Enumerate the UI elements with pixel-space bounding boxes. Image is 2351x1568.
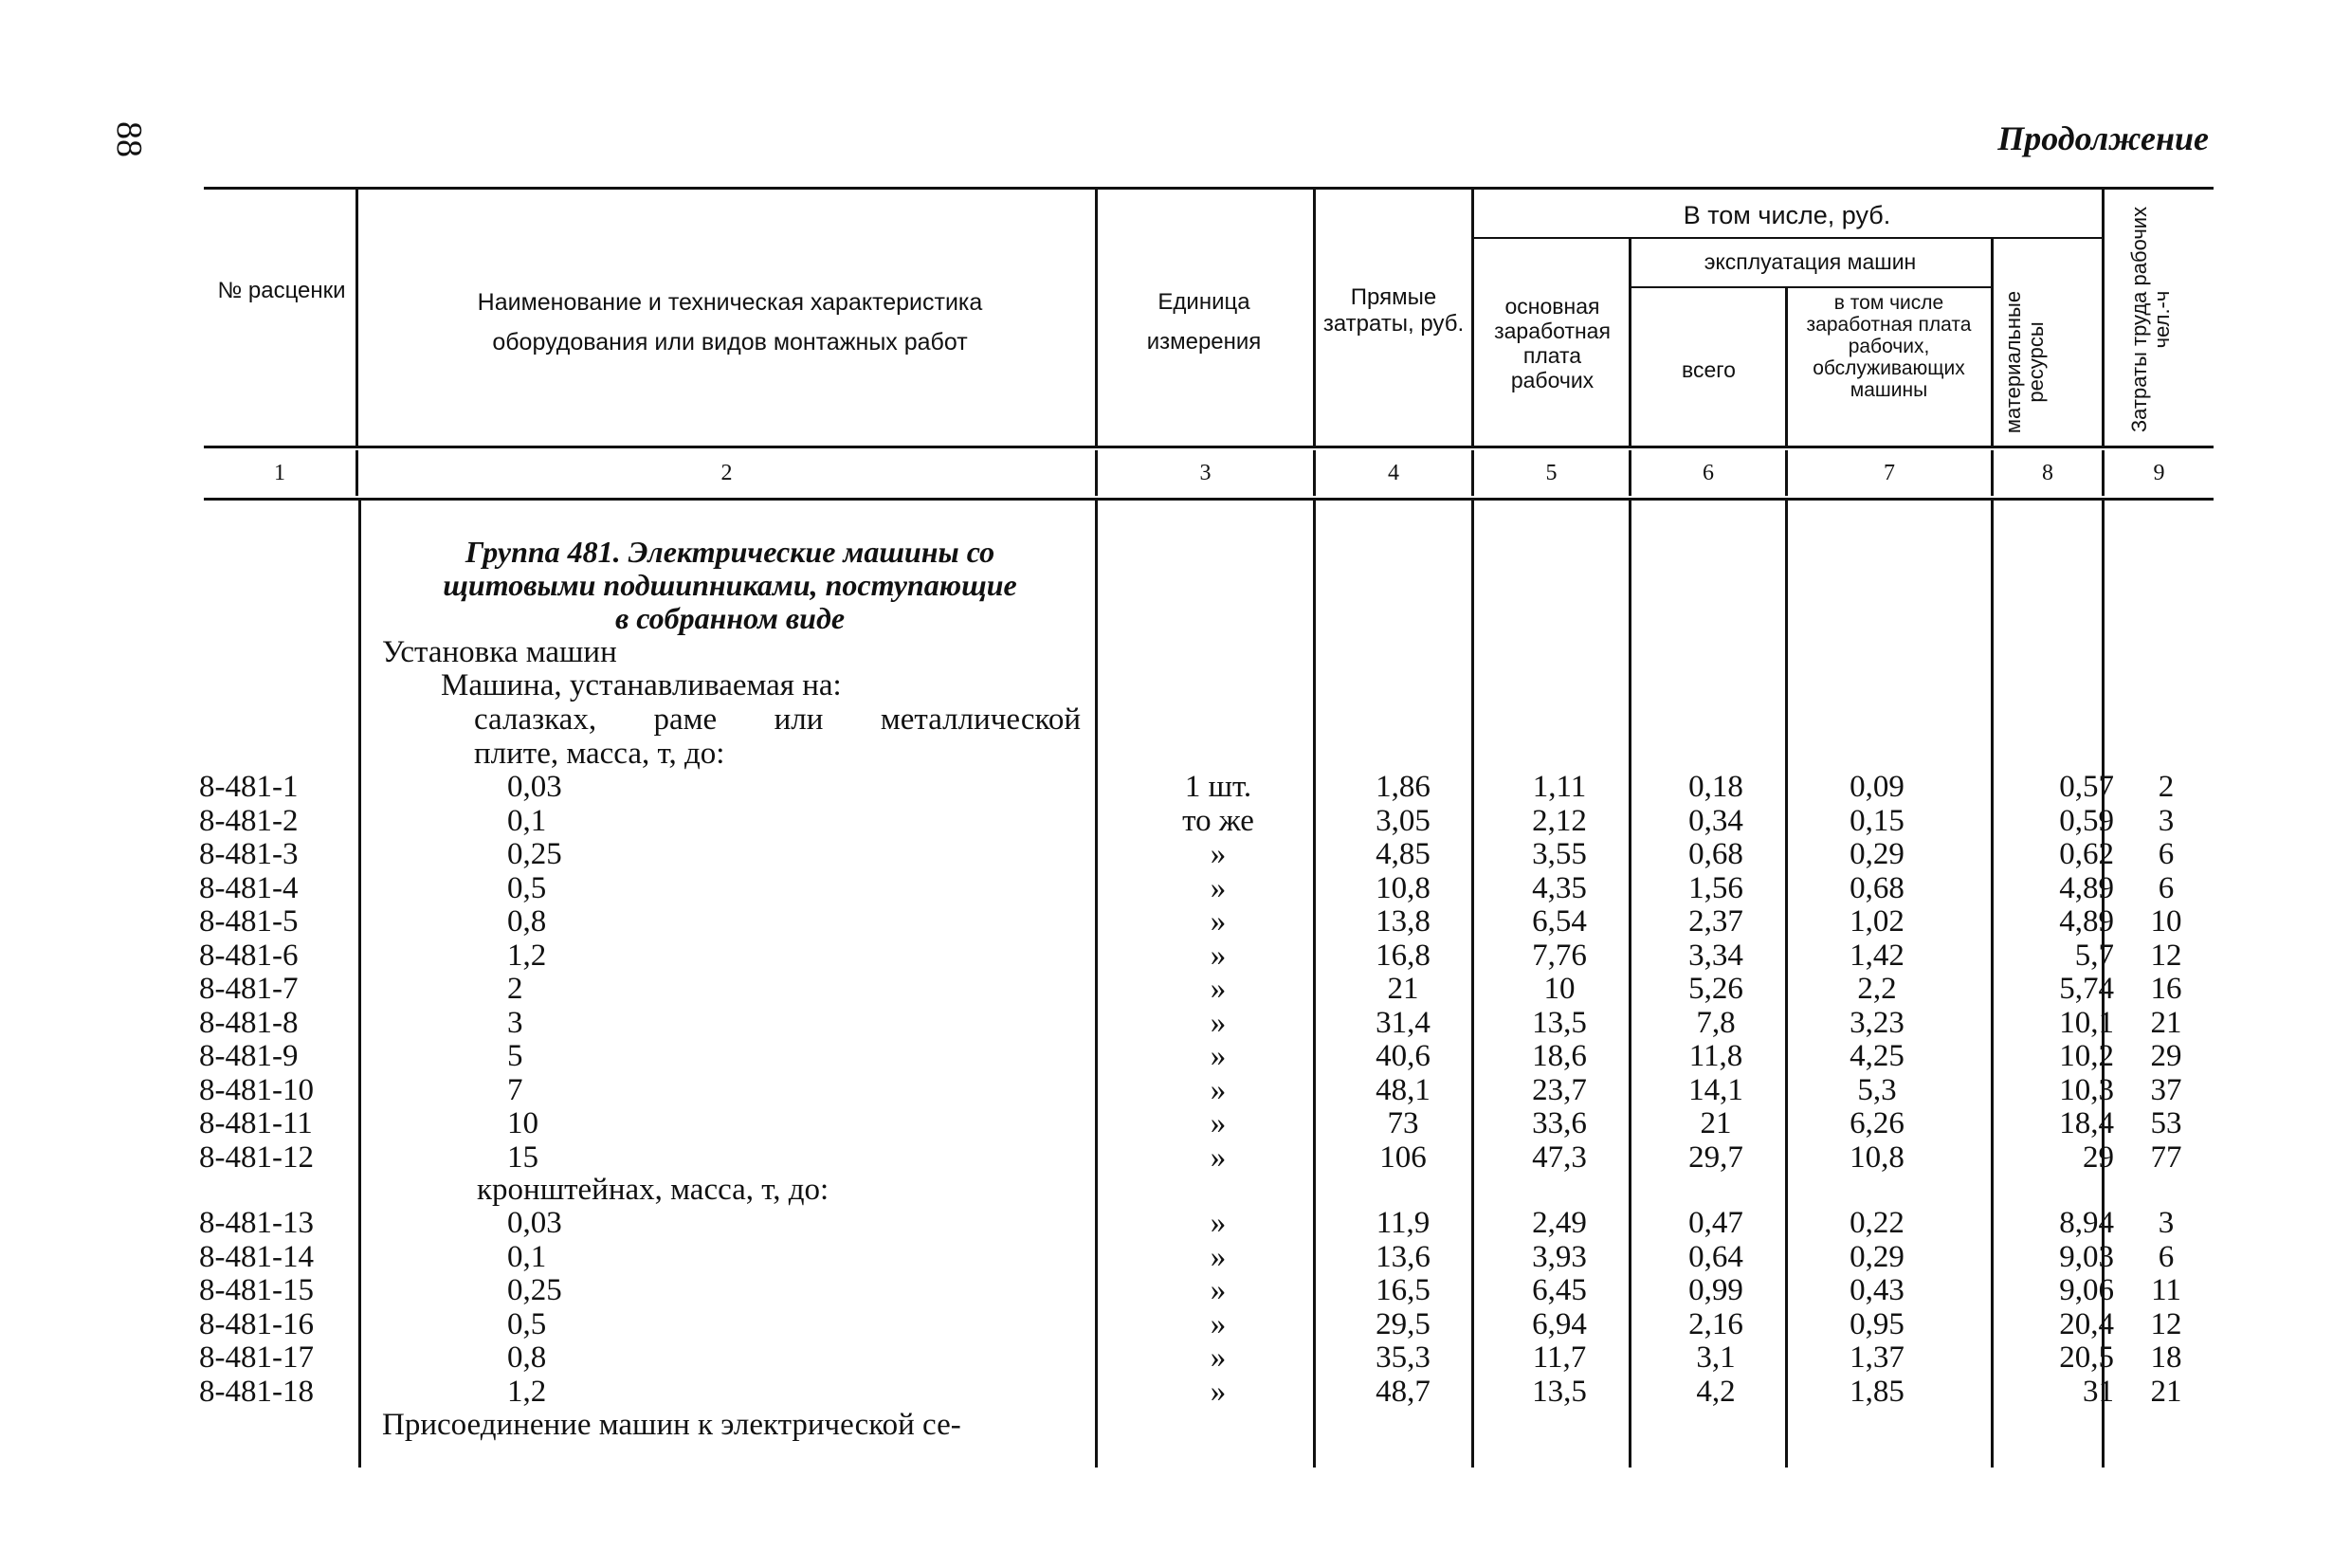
colnum-1: 1 [274,461,285,485]
machine-total: 3,1 [1696,1340,1736,1375]
base-wage: 6,45 [1532,1273,1587,1307]
materials: 8,94 [2059,1206,2114,1240]
mass-value: 0,5 [507,1307,547,1341]
header-col6: всего [1682,357,1736,382]
colnum-9: 9 [2153,461,2165,485]
mass-value: 0,03 [507,770,562,804]
vline [358,501,361,1468]
rate-code: 8-481-2 [199,804,299,838]
materials: 9,03 [2059,1240,2114,1274]
header-col7: в том числе заработная плата рабочих, обслуживающих машины [1806,292,1972,401]
rate-code: 8-481-8 [199,1006,299,1040]
direct-cost: 40,6 [1376,1039,1431,1073]
base-wage: 3,55 [1532,837,1587,871]
labor-hours: 53 [2150,1106,2182,1140]
direct-cost: 21 [1387,972,1419,1006]
unit-cell: » [1210,939,1227,973]
group-title-line3: в собранном виде [614,601,846,635]
materials: 9,06 [2059,1273,2114,1307]
labor-hours: 2 [2158,770,2175,804]
machine-wage: 0,43 [1850,1273,1904,1307]
machine-wage: 0,29 [1850,837,1904,871]
unit-cell: » [1210,1039,1227,1073]
machine-total: 0,99 [1688,1273,1743,1307]
vline [1471,501,1474,1468]
labor-hours: 6 [2158,871,2175,905]
base-wage: 33,6 [1532,1106,1587,1140]
rule-header-bottom [204,446,2214,448]
materials: 10,3 [2059,1073,2114,1107]
vline [1991,501,1994,1468]
labor-hours: 10 [2150,904,2182,939]
machine-wage: 0,68 [1850,871,1904,905]
rule-under-group [1474,237,2105,239]
header-col1: № расценки [217,278,346,303]
rule-top [204,187,2214,190]
direct-cost: 48,7 [1376,1375,1431,1409]
colnum-3: 3 [1199,461,1212,485]
mass-value: 1,2 [507,939,547,973]
unit-cell: » [1210,1240,1227,1274]
machine-total: 4,2 [1696,1375,1736,1409]
machine-label: Машина, устанавливаемая на: [441,668,842,702]
materials: 10,1 [2059,1006,2114,1040]
labor-hours: 29 [2150,1039,2182,1073]
base-wage: 2,49 [1532,1206,1587,1240]
rule-numbers-bottom [204,498,2214,501]
rate-code: 8-481-11 [199,1106,313,1140]
base-wage: 7,76 [1532,939,1587,973]
base-wage: 18,6 [1532,1039,1587,1073]
base-wage: 13,5 [1532,1375,1587,1409]
rate-code: 8-481-13 [199,1206,314,1240]
header-col5: основная заработная плата рабочих [1494,294,1611,392]
mass-value: 0,5 [507,871,547,905]
unit-cell: » [1210,1307,1227,1341]
vline [1991,239,1994,446]
rate-code: 8-481-10 [199,1073,314,1107]
labor-hours: 11 [2151,1273,2181,1307]
rate-code: 8-481-9 [199,1039,299,1073]
unit-cell: » [1210,1273,1227,1307]
mass-value: 5 [507,1039,523,1073]
group-title-line1: Группа 481. Электрические машины со [465,535,995,569]
mass-value: 10 [507,1106,538,1140]
unit-cell: » [1210,1340,1227,1375]
mass-value: 15 [507,1140,538,1175]
machine-total: 0,47 [1688,1206,1743,1240]
materials: 5,74 [2059,972,2114,1006]
unit-cell: » [1210,1006,1227,1040]
direct-cost: 29,5 [1376,1307,1431,1341]
rule-under-exploit [1631,286,1991,288]
machine-wage: 4,25 [1850,1039,1904,1073]
vline [1313,190,1316,446]
base-wage: 10 [1543,972,1576,1006]
colnum-8: 8 [2042,461,2053,485]
rate-code: 8-481-4 [199,871,299,905]
base-wage: 4,35 [1532,871,1587,905]
materials: 0,62 [2059,837,2114,871]
colnum-5: 5 [1545,461,1558,485]
machine-wage: 6,26 [1850,1106,1904,1140]
materials: 4,89 [2059,871,2114,905]
page-number: 88 [109,121,149,157]
colnum-4: 4 [1388,461,1399,485]
rate-code: 8-481-16 [199,1307,314,1341]
labor-hours: 3 [2158,1206,2175,1240]
machine-wage: 10,8 [1850,1140,1904,1175]
base-wage: 11,7 [1532,1340,1587,1375]
labor-hours: 18 [2150,1340,2182,1375]
vline [1629,501,1631,1468]
machine-total: 0,18 [1688,770,1743,804]
labor-hours: 3 [2158,804,2175,838]
materials: 0,59 [2059,804,2114,838]
unit-cell: 1 шт. [1184,770,1252,804]
labor-hours: 21 [2150,1006,2182,1040]
footer-text: Присоединение машин к электрической се- [382,1408,961,1442]
direct-cost: 16,8 [1376,939,1431,973]
mass-value: 0,8 [507,904,547,939]
mass-value: 0,03 [507,1206,562,1240]
materials: 18,4 [2059,1106,2114,1140]
labor-hours: 6 [2158,1240,2175,1274]
machine-total: 29,7 [1688,1140,1743,1175]
unit-cell: » [1210,1206,1227,1240]
section-title: Установка машин [382,635,617,669]
base-wage: 23,7 [1532,1073,1587,1107]
mass-value: 0,1 [507,804,547,838]
unit-cell: » [1210,1140,1227,1175]
continuation-label: Продолжение [1997,119,2209,157]
header-col9: Затраты труда рабочих чел.-ч [2127,206,2174,433]
rate-code: 8-481-1 [199,770,299,804]
machine-wage: 0,22 [1850,1206,1904,1240]
header-col8: материальные ресурсы [2001,290,2048,434]
labor-hours: 77 [2150,1140,2182,1175]
machine-wage: 1,85 [1850,1375,1904,1409]
machine-total: 1,56 [1688,871,1743,905]
direct-cost: 13,6 [1376,1240,1431,1274]
header-col4: Прямые затраты, руб. [1322,284,1465,337]
machine-wage: 0,09 [1850,770,1904,804]
base-wage: 6,94 [1532,1307,1587,1341]
unit-cell: то же [1182,804,1254,838]
machine-total: 0,64 [1688,1240,1743,1274]
mass-value: 3 [507,1006,523,1040]
materials: 4,89 [2059,904,2114,939]
unit-cell: » [1210,904,1227,939]
vline [1785,501,1788,1468]
direct-cost: 11,9 [1376,1206,1431,1240]
vline [1095,190,1098,446]
subsection-2: кронштейнах, масса, т, до: [477,1173,829,1207]
base-wage: 6,54 [1532,904,1587,939]
colnum-6: 6 [1703,461,1714,485]
rate-code: 8-481-6 [199,939,299,973]
mass-value: 7 [507,1073,523,1107]
unit-cell: » [1210,1106,1227,1140]
machine-total: 7,8 [1696,1006,1736,1040]
machine-total: 11,8 [1688,1039,1743,1073]
header-group-top: В том числе, руб. [1683,201,1891,229]
machine-wage: 1,42 [1850,939,1904,973]
group-title-line2: щитовыми подшипниками, поступающие [443,568,1017,602]
base-wage: 13,5 [1532,1006,1587,1040]
machine-wage: 5,3 [1857,1073,1897,1107]
rate-code: 8-481-5 [199,904,299,939]
mass-value: 0,25 [507,837,562,871]
direct-cost: 106 [1379,1140,1427,1175]
mass-value: 0,25 [507,1273,562,1307]
machine-total: 2,16 [1688,1307,1743,1341]
base-wage: 47,3 [1532,1140,1587,1175]
machine-wage: 0,15 [1850,804,1904,838]
colnum-7: 7 [1884,461,1895,485]
machine-wage: 3,23 [1850,1006,1904,1040]
header-col3: Единица измерения [1146,289,1262,355]
vline [355,190,358,446]
vline [2102,190,2105,446]
subsection-1-line2: плите, масса, т, до: [474,737,725,771]
labor-hours: 16 [2150,972,2182,1006]
labor-hours: 6 [2158,837,2175,871]
direct-cost: 3,05 [1376,804,1431,838]
mass-value: 0,1 [507,1240,547,1274]
mass-value: 2 [507,972,523,1006]
base-wage: 2,12 [1532,804,1587,838]
direct-cost: 48,1 [1376,1073,1431,1107]
direct-cost: 4,85 [1376,837,1431,871]
unit-cell: » [1210,837,1227,871]
base-wage: 1,11 [1532,770,1587,804]
machine-total: 21 [1700,1106,1732,1140]
labor-hours: 12 [2150,939,2182,973]
rate-code: 8-481-7 [199,972,299,1006]
direct-cost: 73 [1387,1106,1419,1140]
rate-code: 8-481-15 [199,1273,314,1307]
rate-code: 8-481-18 [199,1375,314,1409]
vline [1629,239,1631,446]
vline [1785,286,1788,446]
header-exploit: эксплуатация машин [1704,249,1917,274]
labor-hours: 12 [2150,1307,2182,1341]
labor-hours: 37 [2150,1073,2182,1107]
machine-total: 14,1 [1688,1073,1743,1107]
materials: 10,2 [2059,1039,2114,1073]
machine-wage: 2,2 [1857,972,1897,1006]
direct-cost: 10,8 [1376,871,1431,905]
materials: 5,7 [2074,939,2114,973]
direct-cost: 35,3 [1376,1340,1431,1375]
machine-wage: 0,29 [1850,1240,1904,1274]
machine-wage: 1,02 [1850,904,1904,939]
mass-value: 0,8 [507,1340,547,1375]
unit-cell: » [1210,1073,1227,1107]
vline [1095,501,1098,1468]
machine-total: 3,34 [1688,939,1743,973]
labor-hours: 21 [2150,1375,2182,1409]
direct-cost: 13,8 [1376,904,1431,939]
direct-cost: 1,86 [1376,770,1431,804]
subsection-1-line1: салазках, раме или металлической [474,702,1081,737]
materials: 20,5 [2059,1340,2114,1375]
vline [1313,501,1316,1468]
materials: 31 [2083,1375,2114,1409]
header-col2: Наименование и техническая характеристика оборудования или видов монтажных работ [477,289,983,356]
colnum-2: 2 [720,461,733,485]
materials: 0,57 [2059,770,2114,804]
unit-cell: » [1210,1375,1227,1409]
machine-total: 0,34 [1688,804,1743,838]
machine-wage: 1,37 [1850,1340,1904,1375]
machine-total: 0,68 [1688,837,1743,871]
machine-total: 2,37 [1688,904,1743,939]
direct-cost: 31,4 [1376,1006,1431,1040]
mass-value: 1,2 [507,1375,547,1409]
direct-cost: 16,5 [1376,1273,1431,1307]
rate-code: 8-481-3 [199,837,299,871]
unit-cell: » [1210,871,1227,905]
base-wage: 3,93 [1532,1240,1587,1274]
rate-code: 8-481-14 [199,1240,314,1274]
vline [1471,190,1474,446]
unit-cell: » [1210,972,1227,1006]
rate-code: 8-481-17 [199,1340,314,1375]
materials: 20,4 [2059,1307,2114,1341]
materials: 29 [2083,1140,2114,1175]
machine-wage: 0,95 [1850,1307,1904,1341]
rate-code: 8-481-12 [199,1140,314,1175]
machine-total: 5,26 [1688,972,1743,1006]
